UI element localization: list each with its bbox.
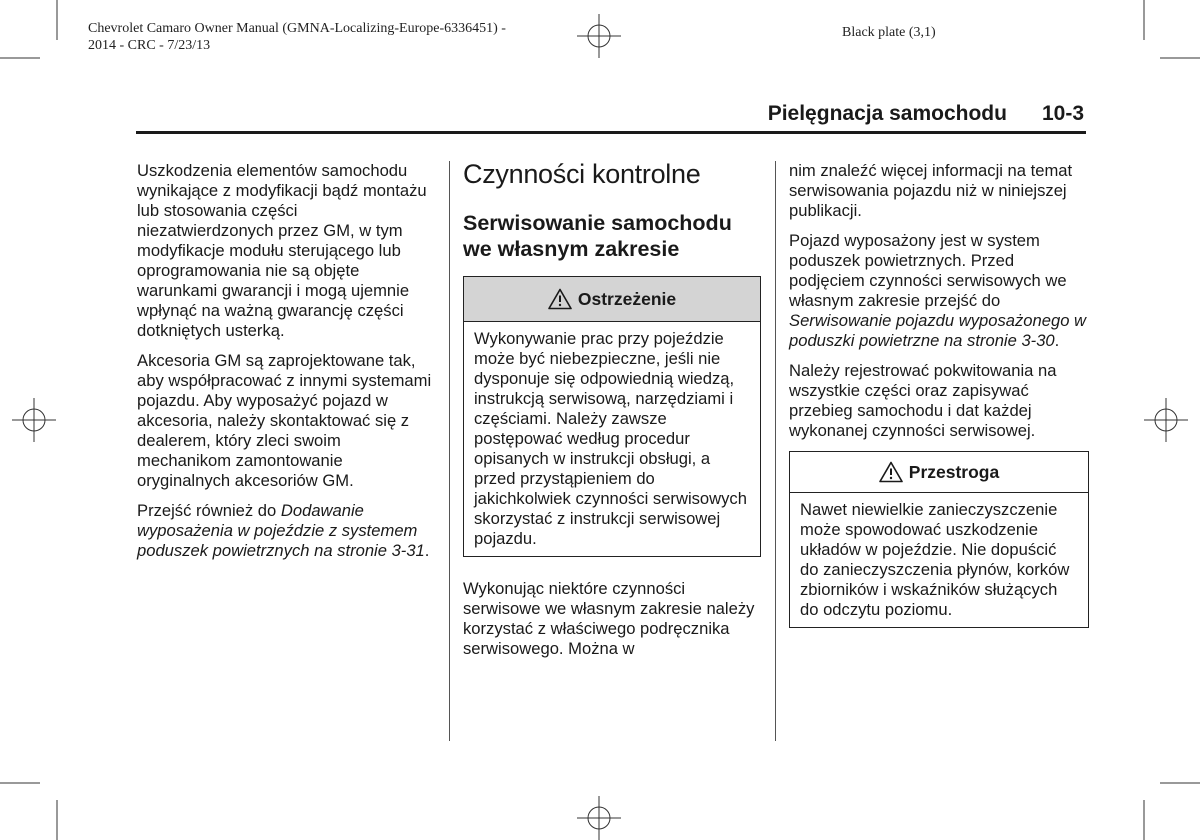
warning-box xyxy=(463,276,761,557)
caution-box xyxy=(789,451,1089,628)
chapter-title: Pielęgnacja samochodu xyxy=(767,102,1007,125)
warning-label: Ostrzeżenie xyxy=(577,289,677,309)
cross-reference: Dodawanie wyposażenia w pojeździe z systemem poduszek powietrznych na stronie 3-31 xyxy=(137,501,425,560)
registration-mark-top xyxy=(575,12,623,60)
crop-mark-bottom-left-v xyxy=(56,800,58,840)
column-1 xyxy=(137,161,437,571)
print-metadata xyxy=(88,20,506,54)
paragraph xyxy=(789,231,1089,351)
plate-label: Black plate (3,1) xyxy=(842,25,936,40)
text: . xyxy=(424,541,430,560)
print-metadata-line1: Chevrolet Camaro Owner Manual (GMNA-Localizing-Europe-6336451) - xyxy=(88,21,506,36)
paragraph: Należy rejestrować pokwitowania na wszystkie części oraz zapisywać przebieg samochodu i dat każdej wykonanej czynności serwisowej. xyxy=(789,361,1057,440)
paragraph: Wykonując niektóre czynności serwisowe we własnym zakresie należy korzystać z właściwego podręcznika serwisowego. Można w xyxy=(463,579,755,658)
text: Przejść również do xyxy=(137,501,281,520)
warning-triangle-icon xyxy=(879,461,903,483)
page-number: 10-3 xyxy=(1041,102,1084,125)
crop-mark-top-right-h xyxy=(1160,57,1200,59)
column-3 xyxy=(789,161,1089,650)
subsection-title: Serwisowanie samochodu we własnym zakresie xyxy=(463,211,732,261)
paragraph: nim znaleźć więcej informacji na temat serwisowania pojazdu niż w niniejszej publikacji. xyxy=(789,161,1073,220)
column-divider xyxy=(449,161,450,741)
column-divider xyxy=(775,161,776,741)
cross-reference: Serwisowanie pojazdu wyposażonego w poduszki powietrzne na stronie 3-30 xyxy=(789,311,1087,350)
text: Pojazd wyposażony jest w system poduszek powietrznych. Przed podjęciem czynności serwisowych we własnym zakresie przejść do xyxy=(789,231,1067,310)
crop-mark-top-right-v xyxy=(1143,0,1145,40)
print-metadata-line2: 2014 - CRC - 7/23/13 xyxy=(88,38,211,53)
crop-mark-bottom-right-h xyxy=(1160,782,1200,784)
warning-header xyxy=(464,277,760,322)
registration-mark-bottom xyxy=(575,794,623,840)
column-2 xyxy=(463,158,761,669)
crop-mark-bottom-left-h xyxy=(0,782,40,784)
text: . xyxy=(1054,331,1060,350)
header-rule xyxy=(136,131,1086,134)
crop-mark-top-left-v xyxy=(56,0,58,40)
caution-header xyxy=(790,452,1088,493)
warning-text: Wykonywanie prac przy pojeździe może być niebezpieczne, jeśli nie dysponuje się odpowiednią wiedzą, instrukcją serwisową, narzędziami i częściami. Należy zawsze postępować według procedur opisanych w instrukcji obsługi, a przed przystąpieniem do jakichkolwiek czynności serwisowych skorzystać z instrukcji serwisowej pojazdu. xyxy=(474,329,747,548)
registration-mark-right xyxy=(1140,396,1188,444)
page-header xyxy=(768,102,1084,126)
crop-mark-bottom-right-v xyxy=(1143,800,1145,840)
paragraph: Akcesoria GM są zaprojektowane tak, aby współpracować z innymi systemami pojazdu. Aby wyposażyć pojazd w akcesoria, należy skontaktować się z dealerem, który zleci swoim mechanikom zamontowanie oryginalnych akcesoriów GM. xyxy=(137,351,432,490)
registration-mark-left xyxy=(12,396,60,444)
warning-triangle-icon xyxy=(548,288,572,310)
caution-label: Przestroga xyxy=(908,462,1000,482)
crop-mark-top-left-h xyxy=(0,57,40,59)
paragraph: Uszkodzenia elementów samochodu wynikające z modyfikacji bądź montażu lub stosowania części niezatwierdzonych przez GM, w tym modyfikacje modułu sterującego lub oprogramowania nie są objęte warunkami gwarancji i mogą ujemnie wpłynąć na ważną gwarancję części dotkniętych usterką. xyxy=(137,161,427,340)
caution-text: Nawet niewielkie zanieczyszczenie może spowodować uszkodzenie układów w pojeździe. Nie dopuścić do zanieczyszczenia płynów, korków zbiorników i wskaźników służących do odczytu poziomu. xyxy=(800,500,1070,619)
section-title: Czynności kontrolne xyxy=(463,159,701,189)
paragraph xyxy=(137,501,437,561)
